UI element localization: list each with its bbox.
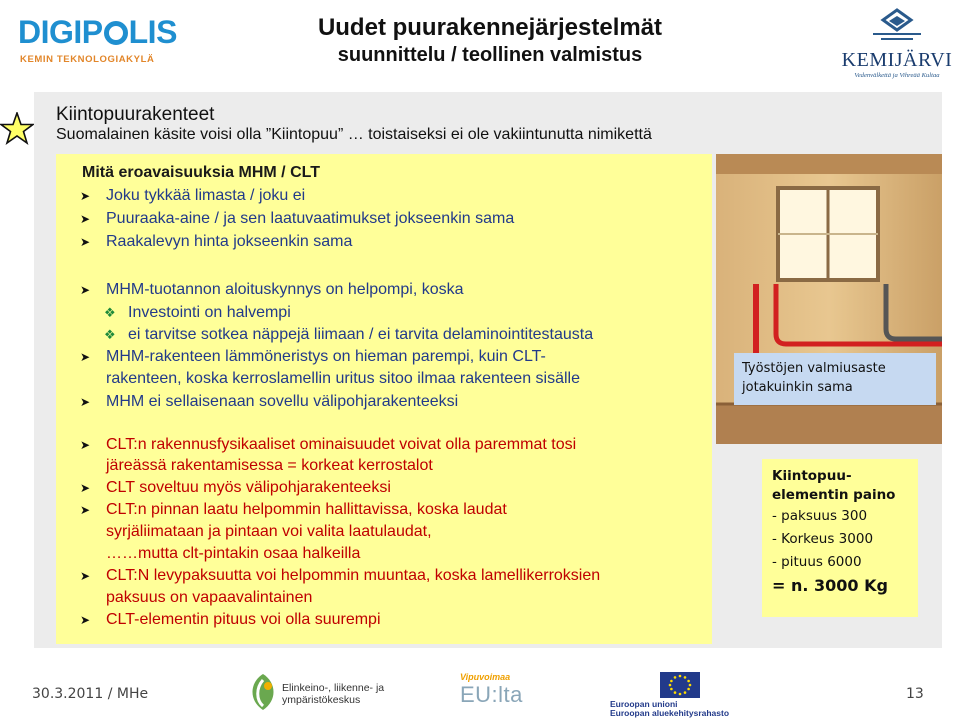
slide-title-line1: Uudet puurakennejärjestelmät bbox=[317, 14, 663, 41]
content-line: järeässä rakentamisessa = korkeat kerrostalot bbox=[106, 457, 433, 474]
content-line: syrjäliimataan ja pintaan voi valita laatulaudat, bbox=[106, 523, 432, 540]
diamond-bullet-icon: ❖ bbox=[104, 305, 116, 320]
content-line: ei tarvitse sotkea näppejä liimaan / ei tarvita delaminointitestausta bbox=[128, 326, 594, 343]
arrow-bullet-icon: ➤ bbox=[80, 395, 91, 409]
euta-name: EU:lta bbox=[460, 682, 523, 707]
eu-text bbox=[610, 700, 729, 718]
footer-date: 30.3.2011 / MHe bbox=[32, 686, 149, 702]
content-line: paksuus on vapaavalintainen bbox=[106, 589, 313, 606]
ely-centre-logo bbox=[246, 672, 406, 714]
content-line: CLT soveltuu myös välipohjarakenteeksi bbox=[106, 479, 391, 496]
kemijarvi-slogan: Vedenvälkettä ja Vihreää Kultaa bbox=[854, 72, 940, 79]
star-icon bbox=[0, 112, 34, 146]
content-line: Mitä eroavaisuuksia MHM / CLT bbox=[82, 164, 320, 181]
slide-title bbox=[290, 14, 690, 67]
content-line: CLT:N levypaksuutta voi helpommin muuntaa, koska lamellikerroksien bbox=[106, 567, 601, 584]
kemijarvi-logo bbox=[838, 8, 956, 80]
eu-flag-icon bbox=[660, 672, 700, 698]
arrow-bullet-icon: ➤ bbox=[80, 212, 91, 226]
eu-regional-fund-logo bbox=[610, 672, 780, 716]
page-number: 13 bbox=[906, 686, 924, 702]
content-line: Joku tykkää limasta / joku ei bbox=[106, 187, 306, 204]
diamond-bullet-icon: ❖ bbox=[104, 327, 116, 342]
arrow-bullet-icon: ➤ bbox=[80, 283, 91, 297]
arrow-bullet-icon: ➤ bbox=[80, 503, 91, 517]
arrow-bullet-icon: ➤ bbox=[80, 235, 91, 249]
digipolis-logo-name: DIGIP LIS bbox=[18, 14, 177, 50]
weight-item-thickness: - paksuus 300 bbox=[772, 508, 868, 524]
slide-title-line2: suunnittelu / teollinen valmistus bbox=[337, 44, 643, 66]
digipolis-logo-subtitle: KEMIN TEKNOLOGIAKYLÄ bbox=[20, 54, 155, 65]
weight-title-line1: Kiintopuu- bbox=[772, 468, 852, 484]
content-line: Puuraaka-aine / ja sen laatuvaatimukset jokseenkin sama bbox=[106, 210, 515, 227]
kemijarvi-emblem-icon bbox=[867, 8, 927, 42]
arrow-bullet-icon: ➤ bbox=[80, 569, 91, 583]
euta-slogan: Vipuvoimaa bbox=[460, 672, 511, 682]
ely-text-line2: ympäristökeskus bbox=[282, 694, 361, 706]
content-line: MHM-tuotannon aloituskynnys on helpompi, koska bbox=[106, 281, 464, 298]
content-line: rakenteen, koska kerroslamellin uritus sitoo ilmaa rakenteen sisälle bbox=[106, 370, 580, 387]
eu-text-line2: Euroopan aluekehitysrahasto bbox=[610, 708, 730, 718]
ely-text-line1: Elinkeino-, liikenne- ja bbox=[282, 682, 385, 694]
arrow-bullet-icon: ➤ bbox=[80, 438, 91, 452]
content-line: MHM ei sellaisenaan sovellu välipohjarakenteeksi bbox=[106, 393, 459, 410]
section-heading: Kiintopuurakenteet bbox=[56, 104, 215, 125]
content-line: CLT:n pinnan laatu helpommin hallittavissa, koska laudat bbox=[106, 501, 507, 518]
arrow-bullet-icon: ➤ bbox=[80, 613, 91, 627]
kemijarvi-name: KEMIJÄRVI bbox=[841, 49, 953, 71]
content-line: Investointi on halvempi bbox=[128, 304, 291, 321]
work-readiness-callout bbox=[734, 353, 936, 405]
element-weight-callout bbox=[762, 459, 918, 617]
content-line: Raakalevyn hinta jokseenkin sama bbox=[106, 233, 353, 250]
weight-total: = n. 3000 Kg bbox=[772, 576, 888, 595]
weight-item-length: - pituus 6000 bbox=[772, 554, 862, 570]
content-line: CLT:n rakennusfysikaaliset ominaisuudet voivat olla paremmat tosi bbox=[106, 436, 577, 453]
arrow-bullet-icon: ➤ bbox=[80, 189, 91, 203]
content-line: CLT-elementin pituus voi olla suurempi bbox=[106, 611, 381, 628]
arrow-bullet-icon: ➤ bbox=[80, 350, 91, 364]
work-readiness-line1: Työstöjen valmiusaste bbox=[742, 361, 886, 376]
content-line: MHM-rakenteen lämmöneristys on hieman parempi, kuin CLT- bbox=[106, 348, 546, 365]
ely-leaf-icon bbox=[246, 672, 280, 712]
content-line: ……mutta clt-pintakin osaa halkeilla bbox=[106, 545, 361, 562]
vipuvoimaa-eu-logo bbox=[460, 672, 572, 716]
ely-text bbox=[282, 682, 384, 706]
eu-text-line1: Euroopan unioni bbox=[610, 699, 678, 709]
arrow-bullet-icon: ➤ bbox=[80, 481, 91, 495]
work-readiness-line2: jotakuinkin sama bbox=[742, 380, 853, 395]
weight-item-height: - Korkeus 3000 bbox=[772, 531, 874, 547]
weight-title-line2: elementin paino bbox=[772, 487, 896, 503]
section-subheading: Suomalainen käsite voisi olla ”Kiintopuu” … toistaiseksi ei ole vakiintunutta nimikettä bbox=[56, 126, 652, 143]
digipolis-logo bbox=[18, 14, 194, 76]
